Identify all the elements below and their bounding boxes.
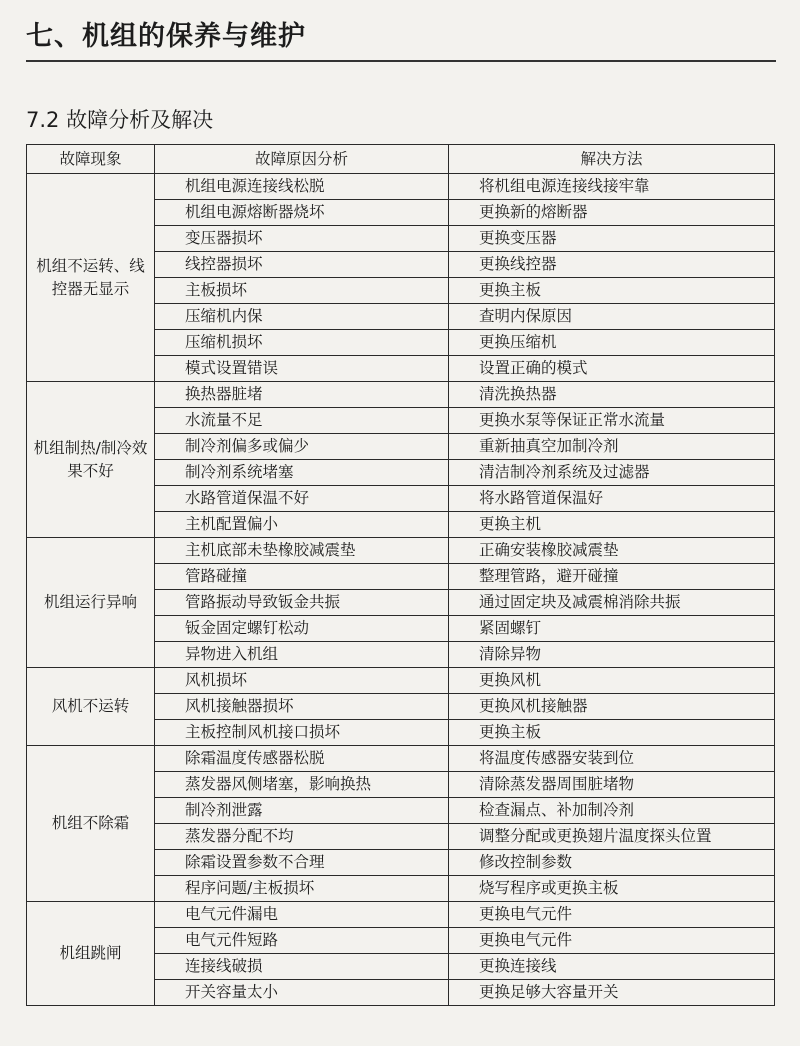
- solution-cell: 清洗换热器: [449, 382, 775, 408]
- header-cause: 故障原因分析: [155, 145, 449, 174]
- solution-cell: 更换连接线: [449, 954, 775, 980]
- table-body: [27, 174, 775, 1006]
- fault-cause-cell: 电气元件短路: [155, 928, 449, 954]
- fault-cause-cell: 电气元件漏电: [155, 902, 449, 928]
- fault-symptom-cell: 机组运行异响: [27, 538, 155, 668]
- fault-symptom-cell: 机组制热/制冷效果不好: [27, 382, 155, 538]
- fault-cause-cell: 线控器损坏: [155, 252, 449, 278]
- fault-symptom-cell: 机组不运转、线控器无显示: [27, 174, 155, 382]
- fault-cause-cell: 机组电源熔断器烧坏: [155, 200, 449, 226]
- solution-cell: 更换新的熔断器: [449, 200, 775, 226]
- solution-cell: 更换风机接触器: [449, 694, 775, 720]
- solution-cell: 更换电气元件: [449, 928, 775, 954]
- fault-symptom-cell: 机组跳闸: [27, 902, 155, 1006]
- table-row: [27, 538, 775, 564]
- table-row: [27, 746, 775, 772]
- fault-cause-cell: 异物进入机组: [155, 642, 449, 668]
- fault-cause-cell: 制冷剂系统堵塞: [155, 460, 449, 486]
- table-row: [27, 902, 775, 928]
- fault-cause-cell: 压缩机内保: [155, 304, 449, 330]
- fault-cause-cell: 主板损坏: [155, 278, 449, 304]
- table-header-row: [27, 145, 775, 174]
- fault-cause-cell: 制冷剂偏多或偏少: [155, 434, 449, 460]
- solution-cell: 更换压缩机: [449, 330, 775, 356]
- header-symptom: 故障现象: [27, 145, 155, 174]
- solution-cell: 调整分配或更换翅片温度探头位置: [449, 824, 775, 850]
- fault-cause-cell: 除霜温度传感器松脱: [155, 746, 449, 772]
- solution-cell: 重新抽真空加制冷剂: [449, 434, 775, 460]
- fault-cause-cell: 蒸发器分配不均: [155, 824, 449, 850]
- fault-cause-cell: 机组电源连接线松脱: [155, 174, 449, 200]
- solution-cell: 通过固定块及减震棉消除共振: [449, 590, 775, 616]
- solution-cell: 烧写程序或更换主板: [449, 876, 775, 902]
- fault-cause-cell: 主板控制风机接口损坏: [155, 720, 449, 746]
- fault-cause-cell: 风机损坏: [155, 668, 449, 694]
- fault-analysis-table: [26, 144, 775, 1006]
- fault-symptom-cell: 机组不除霜: [27, 746, 155, 902]
- fault-cause-cell: 风机接触器损坏: [155, 694, 449, 720]
- fault-cause-cell: 程序问题/主板损坏: [155, 876, 449, 902]
- solution-cell: 设置正确的模式: [449, 356, 775, 382]
- fault-cause-cell: 水流量不足: [155, 408, 449, 434]
- fault-cause-cell: 开关容量太小: [155, 980, 449, 1006]
- fault-symptom-cell: 风机不运转: [27, 668, 155, 746]
- solution-cell: 更换变压器: [449, 226, 775, 252]
- solution-cell: 将水路管道保温好: [449, 486, 775, 512]
- fault-cause-cell: 压缩机损坏: [155, 330, 449, 356]
- fault-cause-cell: 除霜设置参数不合理: [155, 850, 449, 876]
- solution-cell: 检查漏点、补加制冷剂: [449, 798, 775, 824]
- fault-cause-cell: 水路管道保温不好: [155, 486, 449, 512]
- table-row: [27, 668, 775, 694]
- solution-cell: 更换主板: [449, 720, 775, 746]
- fault-cause-cell: 主机配置偏小: [155, 512, 449, 538]
- fault-cause-cell: 换热器脏堵: [155, 382, 449, 408]
- solution-cell: 更换线控器: [449, 252, 775, 278]
- chapter-title: 七、机组的保养与维护: [26, 21, 306, 52]
- fault-cause-cell: 变压器损坏: [155, 226, 449, 252]
- header-solution: 解决方法: [449, 145, 775, 174]
- solution-cell: 清除异物: [449, 642, 775, 668]
- solution-cell: 更换主机: [449, 512, 775, 538]
- solution-cell: 将温度传感器安装到位: [449, 746, 775, 772]
- fault-cause-cell: 主机底部未垫橡胶减震垫: [155, 538, 449, 564]
- table-row: [27, 382, 775, 408]
- solution-cell: 更换电气元件: [449, 902, 775, 928]
- fault-cause-cell: 管路振动导致钣金共振: [155, 590, 449, 616]
- solution-cell: 紧固螺钉: [449, 616, 775, 642]
- solution-cell: 查明内保原因: [449, 304, 775, 330]
- solution-cell: 更换风机: [449, 668, 775, 694]
- fault-cause-cell: 管路碰撞: [155, 564, 449, 590]
- fault-cause-cell: 制冷剂泄露: [155, 798, 449, 824]
- fault-cause-cell: 模式设置错误: [155, 356, 449, 382]
- solution-cell: 更换水泵等保证正常水流量: [449, 408, 775, 434]
- solution-cell: 修改控制参数: [449, 850, 775, 876]
- solution-cell: 正确安装橡胶减震垫: [449, 538, 775, 564]
- solution-cell: 更换主板: [449, 278, 775, 304]
- solution-cell: 更换足够大容量开关: [449, 980, 775, 1006]
- solution-cell: 整理管路，避开碰撞: [449, 564, 775, 590]
- fault-cause-cell: 蒸发器风侧堵塞，影响换热: [155, 772, 449, 798]
- solution-cell: 清除蒸发器周围脏堵物: [449, 772, 775, 798]
- chapter-divider: [26, 60, 776, 62]
- solution-cell: 清洁制冷剂系统及过滤器: [449, 460, 775, 486]
- fault-cause-cell: 钣金固定螺钉松动: [155, 616, 449, 642]
- solution-cell: 将机组电源连接线接牢靠: [449, 174, 775, 200]
- section-title: 7.2 故障分析及解决: [26, 108, 214, 132]
- table-row: [27, 174, 775, 200]
- fault-cause-cell: 连接线破损: [155, 954, 449, 980]
